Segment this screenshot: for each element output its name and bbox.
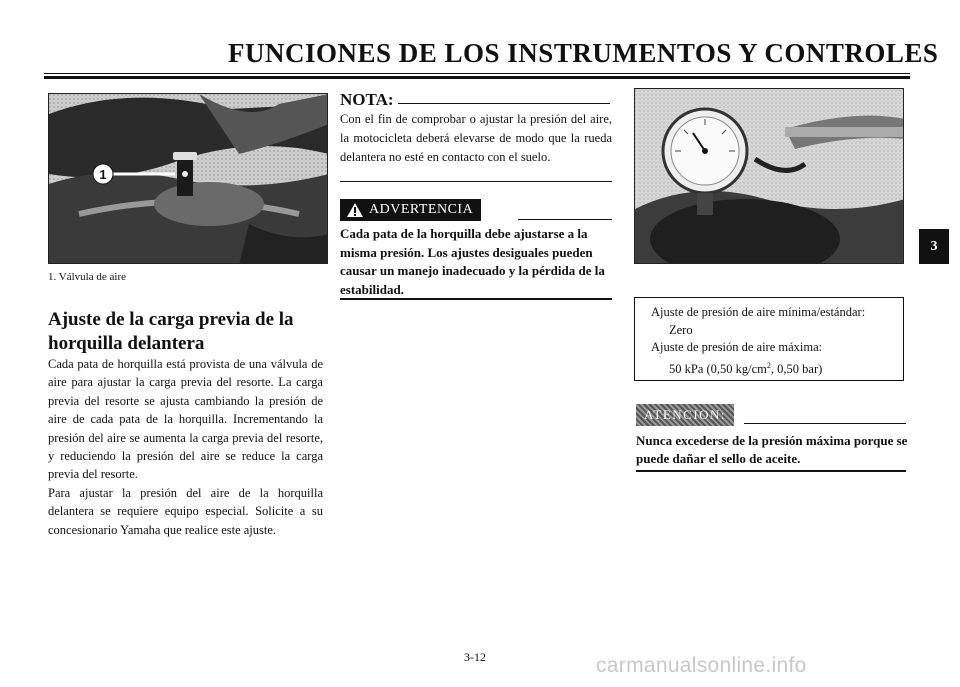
- warning-text: Cada pata de la horquilla debe ajustarse a la misma presión. Los ajustes desiguales pueden causar un manejo inadecuado y la pérdida de la estabilidad.: [340, 226, 605, 297]
- spec-max-value-sup: 2: [766, 360, 771, 370]
- body-paragraph-1: Cada pata de horquilla está provista de una válvula de aire para ajustar la carga previa del resorte. La carga previa del resorte se ajusta cambiando la presión de aire de cada pata de la horquilla. Incrementando la presión del aire se aumenta la carga previa del resorte, y reduciendo la presión del aire se reduce la carga previa del resorte.: [48, 357, 323, 482]
- warning-badge: [340, 199, 481, 221]
- pressure-gauge-illustration: [635, 89, 904, 264]
- warning-bottom-rule: [340, 298, 612, 300]
- watermark: carmanualsonline.info: [596, 654, 807, 677]
- spec-max-value-rest: , 0,50 bar): [770, 361, 823, 376]
- header-rule-thin: [44, 73, 910, 74]
- chapter-tab: 3: [919, 229, 949, 264]
- page-number: 3-12: [464, 650, 486, 664]
- spec-max-value-main: 50 kPa (0,50 kg/cm: [669, 361, 767, 376]
- spec-line-min-value: Zero: [669, 322, 693, 337]
- warning-rule: [518, 219, 612, 220]
- section-body: [48, 355, 323, 539]
- note-title-rule: [398, 103, 610, 104]
- section-heading-line1: Ajuste de la carga previa de la: [48, 309, 294, 330]
- photo-pressure-gauge: [634, 88, 904, 264]
- spec-line-max-value: [651, 357, 903, 379]
- photo-air-valve: [48, 93, 328, 264]
- page-title: FUNCIONES DE LOS INSTRUMENTOS Y CONTROLES: [228, 38, 939, 68]
- body-paragraph-2: Para ajustar la presión del aire de la horquilla delantera se requiere equipo especial. Solicite a su concesionario Yamaha que realice este ajuste.: [48, 485, 323, 537]
- warning-triangle-icon: [346, 202, 364, 218]
- section-heading: [48, 308, 328, 356]
- air-valve-illustration: [49, 94, 328, 264]
- warning-label: ADVERTENCIA: [369, 202, 474, 217]
- header-rule-thick: [44, 76, 910, 79]
- figure-caption: 1. Válvula de aire: [48, 271, 126, 283]
- callout-number: 1: [99, 167, 107, 182]
- caution-text: Nunca excederse de la presión máxima porque se puede dañar el sello de aceite.: [636, 433, 908, 466]
- note-title: NOTA:: [340, 90, 394, 109]
- caution-badge: ATENCION:: [636, 404, 734, 426]
- section-heading-line2: horquilla delantera: [48, 333, 205, 354]
- caution-rule: [744, 423, 906, 424]
- spec-line-max-label: Ajuste de presión de aire máxima:: [651, 340, 823, 355]
- caution-bottom-rule: [636, 470, 906, 472]
- note-text: Con el fin de comprobar o ajustar la presión del aire, la motocicleta deberá elevarse de modo que la rueda delantera no esté en contacto con el suelo.: [340, 112, 612, 164]
- spec-line-min-label: Ajuste de presión de aire mínima/estándar:: [651, 305, 866, 319]
- note-bottom-rule: [340, 181, 612, 182]
- spec-box: [634, 297, 904, 381]
